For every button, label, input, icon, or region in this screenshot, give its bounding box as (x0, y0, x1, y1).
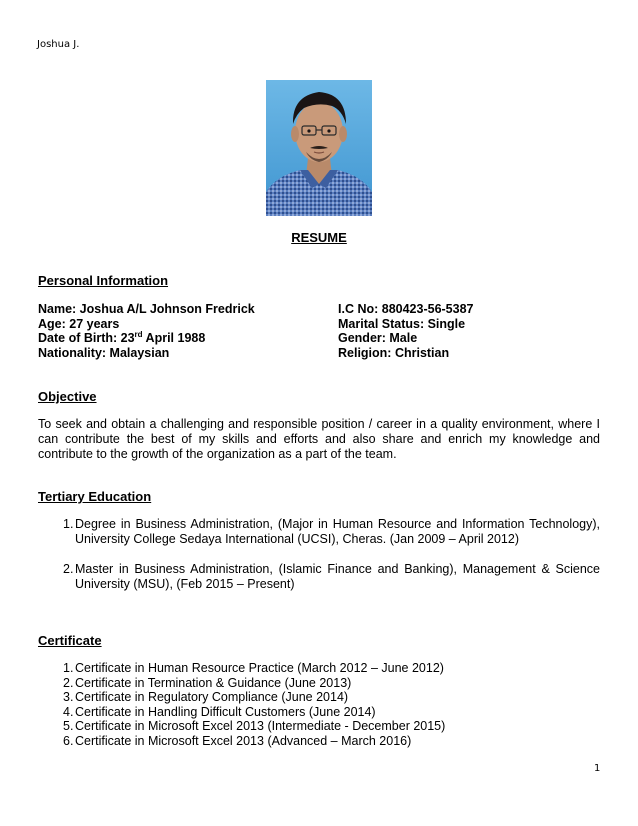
education-item-text: Degree in Business Administration, (Major in Human Resource and Information Technology), University College Sedaya International (UCSI), Cheras. (Jan 2009 – April 2012) (75, 517, 600, 546)
certificate-item (38, 690, 600, 705)
info-nationality: Nationality: Malaysian (38, 345, 170, 360)
objective-heading: Objective (38, 389, 97, 404)
list-number: 2. (63, 562, 74, 576)
list-number: 3. (63, 690, 74, 705)
info-religion: Religion: Christian (338, 345, 450, 360)
list-number: 1. (63, 661, 74, 675)
list-number: 1. (63, 517, 74, 531)
info-marital-status: Marital Status: Single (338, 316, 466, 331)
certificate-heading: Certificate (38, 633, 102, 648)
certificate-item-text: Certificate in Regulatory Compliance (June 2014) (75, 690, 349, 705)
info-age: Age: 27 years (38, 316, 120, 331)
page-number: 1 (594, 763, 601, 774)
profile-photo-portrait (266, 80, 372, 216)
info-name: Name: Joshua A/L Johnson Fredrick (38, 302, 255, 316)
resume-title: RESUME (291, 230, 347, 245)
list-number: 4. (63, 704, 74, 719)
personal-information-grid (38, 302, 598, 360)
info-row (38, 302, 598, 317)
certificate-item-text: Certificate in Human Resource Practice (March 2012 – June 2012) (75, 661, 444, 675)
list-number: 5. (63, 719, 74, 734)
tertiary-education-heading: Tertiary Education (38, 489, 152, 504)
certificate-item-text: Certificate in Handling Difficult Customers (June 2014) (75, 704, 376, 719)
personal-information-heading: Personal Information (38, 273, 169, 288)
info-gender: Gender: Male (338, 331, 418, 346)
list-number: 6. (63, 733, 74, 748)
certificate-item-text: Certificate in Termination & Guidance (June 2013) (75, 675, 352, 690)
info-row (38, 331, 598, 346)
education-item (38, 517, 600, 547)
certificate-list (38, 661, 600, 749)
certificate-item (38, 734, 600, 749)
info-date-of-birth (38, 331, 338, 346)
certificate-item (38, 705, 600, 720)
objective-text: To seek and obtain a challenging and responsible position / career in a quality environment, where I can contribute the best of my skills and efforts and also share and enrich my knowledge and contribute to the growth of the organization as a part of the team. (38, 417, 600, 461)
certificate-item-text: Certificate in Microsoft Excel 2013 (Intermediate - December 2015) (75, 719, 446, 734)
dob-rest: April 1988 (142, 331, 206, 346)
education-item (38, 562, 600, 592)
dob-label: Date of Birth: 23 (38, 331, 135, 346)
education-item-text: Master in Business Administration, (Islamic Finance and Banking), Management & Science University (MSU), (Feb 2015 – Present) (75, 562, 600, 591)
education-list (38, 517, 600, 607)
dob-ordinal-suffix: rd (134, 330, 143, 340)
document-header-author: Joshua J. (37, 39, 80, 50)
info-row (38, 317, 598, 332)
info-row (38, 346, 598, 361)
list-number: 2. (63, 675, 74, 690)
certificate-item (38, 719, 600, 734)
info-ic-number: I.C No: 880423-56-5387 (338, 302, 474, 316)
certificate-item-text: Certificate in Microsoft Excel 2013 (Advanced – March 2016) (75, 733, 412, 748)
certificate-item (38, 676, 600, 691)
profile-photo (266, 80, 372, 216)
certificate-item (38, 661, 600, 676)
